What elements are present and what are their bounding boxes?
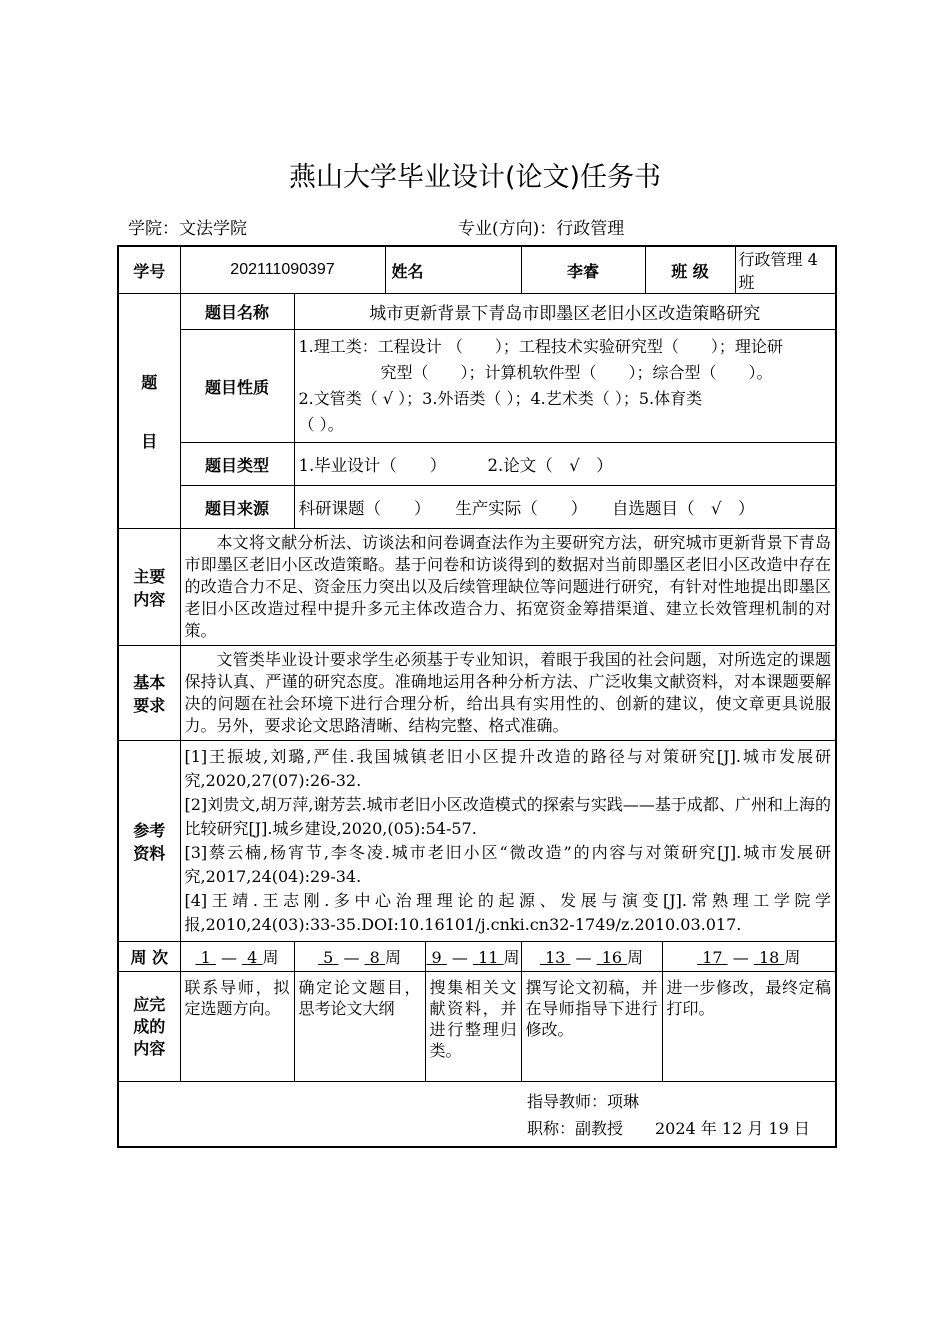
week-cell-5: 17 — 18 周: [662, 942, 836, 972]
topic-nature-label: 题目性质: [180, 330, 294, 443]
task-cell-2: 确定论文题目，思考论文大纲: [294, 972, 425, 1082]
task-cell-1: 联系导师，拟定选题方向。: [180, 972, 294, 1082]
topic-source-value: 科研课题（ ） 生产实际（ ） 自选题目（ √ ）: [294, 486, 836, 529]
advisor-title-date: 职称：副教授 2024 年 12 月 19 日: [527, 1119, 810, 1138]
major-field: 专业(方向)：行政管理: [458, 219, 625, 239]
topic-type-label: 题目类型: [180, 443, 294, 486]
references-list: [180, 741, 836, 942]
college-field: 学院：文法学院: [128, 219, 247, 239]
nature-line-3: 2.文管类（ √ ）；3.外语类（ ）；4.艺术类（ ）；5.体育类: [298, 389, 703, 408]
week-row: [118, 942, 836, 972]
signature-block: [118, 1082, 836, 1148]
week-label: 周 次: [118, 942, 180, 972]
topic-name-label: 题目名称: [180, 294, 294, 330]
reference-item: [1]王振坡,刘璐,严佳.我国城镇老旧小区提升改造的路径与对策研究[J].城市发展研究,2020,27(07):26-32.: [184, 747, 832, 790]
task-row: [118, 972, 836, 1082]
task-cell-3: 搜集相关文献资料，并进行整理归类。: [425, 972, 521, 1082]
reference-item: [2]刘贵文,胡万萍,谢芳芸.城市老旧小区改造模式的探索与实践——基于成都、广州和上海的比较研究[J].城乡建设,2020,(05):54-57.: [184, 795, 832, 838]
reference-item: [3]蔡云楠,杨宵节,李冬凌.城市老旧小区“微改造”的内容与对策研究[J].城市发展研究,2017,24(04):29-34.: [184, 843, 832, 886]
task-cell-5: 进一步修改，最终定稿打印。: [662, 972, 836, 1082]
nature-line-4: （ ）。: [298, 415, 344, 434]
name-value: 李睿: [521, 246, 645, 294]
topic-nature-value: [294, 330, 836, 443]
requirements-text: 文管类毕业设计要求学生必须基于专业知识，着眼于我国的社会问题，对所选定的课题保持认真、严谨的研究态度。准确地运用各种分析方法、广泛收集文献资料，对本课题要解决的问题在社会环境下进行合理分析，给出具有实用性的、创新的建议，使文章更具说服力。另外，要求论文思路清晰、结构完整、格式准确。: [180, 646, 836, 741]
name-label: 姓名: [385, 246, 521, 294]
topic-side-char-1: 题: [141, 373, 158, 392]
main-content-text: 本文将文献分析法、访谈法和问卷调查法作为主要研究方法，研究城市更新背景下青岛市即墨区老旧小区改造策略。基于问卷和访谈得到的数据对当前即墨区老旧小区改造中存在的改造合力不足、资金压力突出以及后续管理缺位等问题进行研究，有针对性地提出即墨区老旧小区改造过程中提升多元主体改造合力、拓宽资金筹措渠道、建立长效管理机制的对策。: [180, 529, 836, 646]
main-content-label: 主要 内容: [118, 529, 180, 646]
topic-side-char-2: 目: [141, 432, 158, 451]
nature-line-1: 1.理工类：工程设计 （ ）；工程技术实验研究型（ ）；理论研: [298, 337, 783, 356]
week-cell-1: 1 — 4 周: [180, 942, 294, 972]
task-content-label: 应完 成的 内容: [118, 972, 180, 1082]
references-label: 参考 资料: [118, 741, 180, 942]
task-form-table: [117, 245, 837, 1148]
id-value: 202111090397: [180, 246, 385, 294]
topic-source-label: 题目来源: [180, 486, 294, 529]
topic-name-value: 城市更新背景下青岛市即墨区老旧小区改造策略研究: [294, 294, 836, 330]
class-label: 班 级: [645, 246, 735, 294]
reference-item: [4]王靖.王志刚.多中心治理理论的起源、发展与演变[J].常熟理工学院学报,2010,24(03):33-35.DOI:10.16101/j.cnki.cn32-1749/z.2010.03.017.: [184, 891, 832, 934]
week-cell-3: 9 — 11 周: [425, 942, 521, 972]
class-value: 行政管理 4 班: [735, 246, 836, 294]
week-cell-4: 13 — 16 周: [521, 942, 662, 972]
nature-line-2: 究型（ ）；计算机软件型（ ）；综合型（ ）。: [380, 363, 773, 382]
topic-side-label: [118, 294, 180, 529]
id-label: 学号: [118, 246, 180, 294]
page-title: 燕山大学毕业设计(论文)任务书: [288, 162, 662, 193]
advisor-name: 指导教师：项琳: [527, 1092, 640, 1111]
task-cell-4: 撰写论文初稿，并在导师指导下进行修改。: [521, 972, 662, 1082]
student-info-row: [118, 246, 836, 294]
requirements-label: 基本 要求: [118, 646, 180, 741]
topic-type-value: 1.毕业设计（ ） 2.论文（ √ ）: [294, 443, 836, 486]
week-cell-2: 5 — 8 周: [294, 942, 425, 972]
